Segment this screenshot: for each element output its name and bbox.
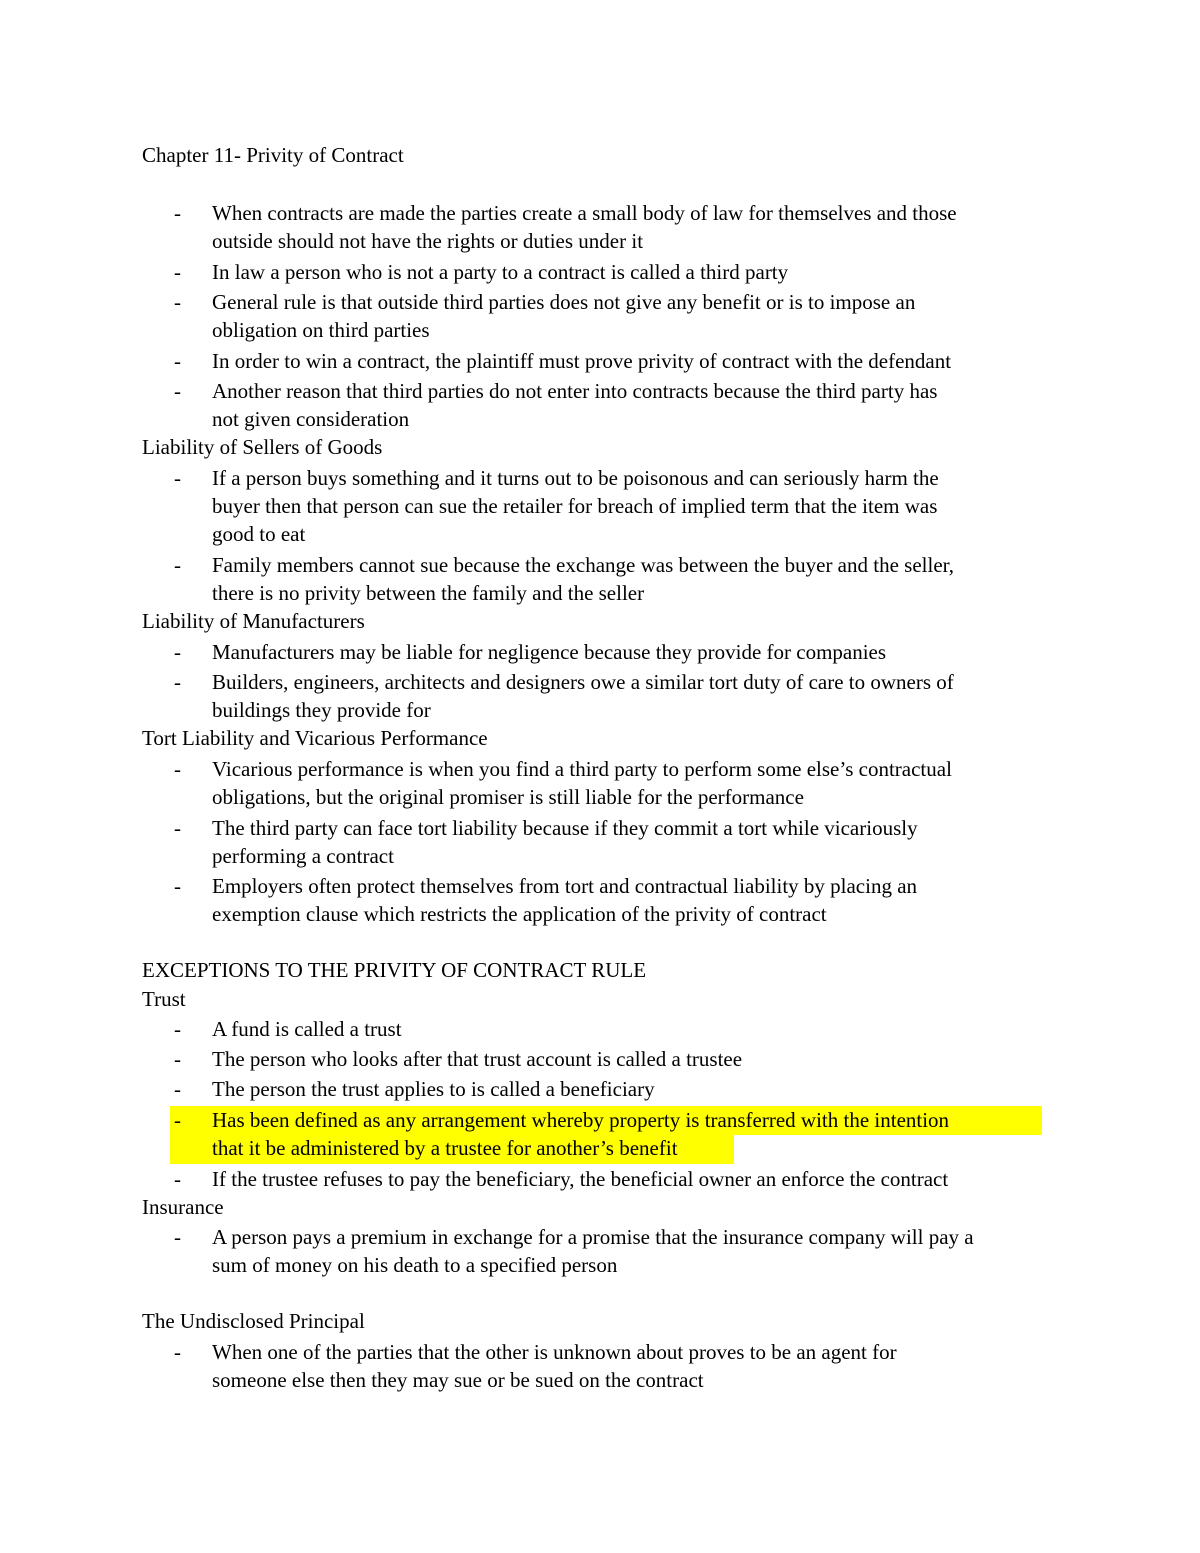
list-item-line: If the trustee refuses to pay the beneficiary, the beneficial owner an enforce the contract (212, 1167, 949, 1191)
bullet-mark: - (174, 553, 181, 577)
list-item-line: Manufacturers may be liable for negligence because they provide for companies (212, 640, 887, 664)
list-item-line: good to eat (212, 522, 306, 546)
page-title: Chapter 11- Privity of Contract (142, 143, 404, 167)
list-item-line: outside should not have the rights or duties under it (212, 229, 644, 253)
list-item-line: obligations, but the original promiser is still liable for the performance (212, 785, 804, 809)
list-item-line: sum of money on his death to a specified person (212, 1253, 618, 1277)
exceptions-heading: EXCEPTIONS TO THE PRIVITY OF CONTRACT RULE (142, 958, 647, 982)
bullet-mark: - (174, 201, 181, 225)
list-item-line: Employers often protect themselves from tort and contractual liability by placing an (212, 874, 918, 898)
list-item-line: The person the trust applies to is called a beneficiary (212, 1077, 655, 1101)
list-item-line: General rule is that outside third parties does not give any benefit or is to impose an (212, 290, 916, 314)
bullet-mark: - (174, 1077, 181, 1101)
bullet-mark: - (174, 1047, 181, 1071)
list-item-line: In law a person who is not a party to a contract is called a third party (212, 260, 789, 284)
list-item-line: obligation on third parties (212, 318, 430, 342)
list-item-line: A fund is called a trust (212, 1017, 402, 1041)
bullet-mark: - (174, 816, 181, 840)
bullet-mark: - (174, 260, 181, 284)
list-item-line: buyer then that person can sue the retailer for breach of implied term that the item was (212, 494, 938, 518)
list-item-line: Another reason that third parties do not enter into contracts because the third party has (212, 379, 938, 403)
bullet-mark: - (174, 640, 181, 664)
section-heading-trust: Trust (142, 987, 186, 1011)
list-item-line: Builders, engineers, architects and designers owe a similar tort duty of care to owners of (212, 670, 954, 694)
list-item-line: buildings they provide for (212, 698, 431, 722)
bullet-mark: - (174, 1340, 181, 1364)
section-heading-insurance: Insurance (142, 1195, 224, 1219)
list-item-line: When contracts are made the parties create a small body of law for themselves and those (212, 201, 957, 225)
bullet-mark: - (174, 349, 181, 373)
list-item-line: Family members cannot sue because the exchange was between the buyer and the seller, (212, 553, 955, 577)
section-heading-principal: The Undisclosed Principal (142, 1309, 365, 1333)
list-item-line: If a person buys something and it turns out to be poisonous and can seriously harm the (212, 466, 939, 490)
bullet-mark: - (174, 1108, 181, 1132)
list-item-line: performing a contract (212, 844, 394, 868)
list-item-line: In order to win a contract, the plaintiff must prove privity of contract with the defendant (212, 349, 952, 373)
bullet-mark: - (174, 466, 181, 490)
list-item-line: Vicarious performance is when you find a third party to perform some else’s contractual (212, 757, 952, 781)
list-item-line: exemption clause which restricts the application of the privity of contract (212, 902, 827, 926)
list-item-line: The third party can face tort liability because if they commit a tort while vicariously (212, 816, 918, 840)
bullet-mark: - (174, 1167, 181, 1191)
bullet-mark: - (174, 379, 181, 403)
highlighted-list-item-line: that it be administered by a trustee for another’s benefit (212, 1136, 678, 1160)
bullet-mark: - (174, 1017, 181, 1041)
section-heading-manufacturers: Liability of Manufacturers (142, 609, 365, 633)
section-heading-tort: Tort Liability and Vicarious Performance (142, 726, 488, 750)
bullet-mark: - (174, 290, 181, 314)
section-heading-sellers: Liability of Sellers of Goods (142, 435, 383, 459)
list-item-line: A person pays a premium in exchange for a promise that the insurance company will pay a (212, 1225, 974, 1249)
bullet-mark: - (174, 757, 181, 781)
bullet-mark: - (174, 1225, 181, 1249)
bullet-mark: - (174, 874, 181, 898)
list-item-line: When one of the parties that the other is unknown about proves to be an agent for (212, 1340, 897, 1364)
highlighted-list-item-line: Has been defined as any arrangement whereby property is transferred with the intention (212, 1108, 950, 1132)
list-item-line: not given consideration (212, 407, 410, 431)
list-item-line: The person who looks after that trust account is called a trustee (212, 1047, 743, 1071)
list-item-line: there is no privity between the family and the seller (212, 581, 645, 605)
bullet-mark: - (174, 670, 181, 694)
list-item-line: someone else then they may sue or be sued on the contract (212, 1368, 704, 1392)
